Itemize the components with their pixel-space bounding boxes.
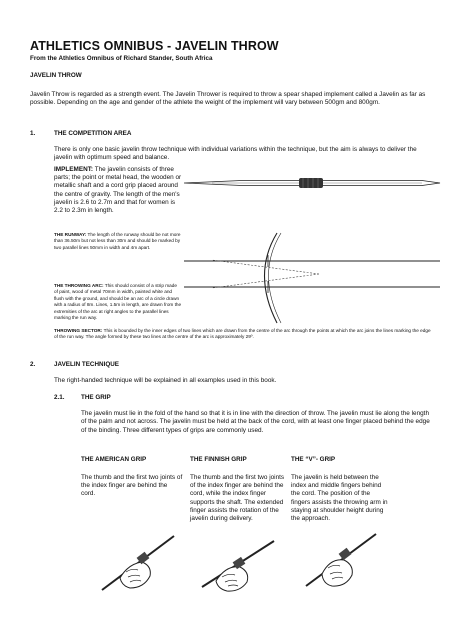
runway-diagram xyxy=(182,225,442,330)
section-1-number: 1. xyxy=(30,130,36,137)
american-grip-text: The thumb and the first two joints of the index finger are behind the cord. xyxy=(81,474,183,498)
finnish-grip-heading: THE FINNISH GRIP xyxy=(190,456,247,463)
v-grip-illustration xyxy=(300,530,380,592)
finnish-grip-text: The thumb and the first two joints of the index finger are behind the cord, while the index finger supports the shaft. The extended finger assists the rotation of the javelin during delivery. xyxy=(190,474,285,523)
american-grip-illustration xyxy=(98,532,178,594)
section-heading: JAVELIN THROW xyxy=(30,72,82,79)
throwing-arc-paragraph xyxy=(54,283,182,321)
throwing-sector-text: This is bounded by the inner edges of two lines which are drawn from the centre of the arc through the points at which the arc joins the lines marking the edge of the run way. The angle formed by these two lines at the centre of the arc is approximately 29º. xyxy=(54,328,431,340)
v-grip-text: The javelin is held between the index and middle fingers behind the cord. The position of the fingers assists the throwing arm in staying at shoulder height during the approach. xyxy=(291,474,388,523)
implement-text: The javelin consists of three parts; the point or metal head, the wooden or metallic shaft and a cord grip placed around the centre of gravity. The length of the men's javelin is 2.6 to 2.7m and that for women is 2.2 to 2.3m in length. xyxy=(54,166,182,215)
v-grip-heading: THE “V”- GRIP xyxy=(291,456,336,463)
subsection-number: 2.1. xyxy=(54,394,65,401)
throwing-sector-label: THROWING SECTOR: xyxy=(54,328,103,333)
section-1-title: THE COMPETITION AREA xyxy=(54,130,132,137)
section-2-title: JAVELIN TECHNIQUE xyxy=(54,361,119,368)
implement-paragraph xyxy=(54,166,182,215)
runway-paragraph xyxy=(54,232,182,251)
intro-paragraph: Javelin Throw is regarded as a strength event. The Javelin Thrower is required to throw a spear shaped implement called a Javelin as far as possible. Depending on the age and gender of the athlete the weight of the implement will vary between 500gm and 800gm. xyxy=(30,91,426,107)
technique-paragraph: The right-handed technique will be explained in all examples used in this book. xyxy=(54,377,277,384)
finnish-grip-illustration xyxy=(198,535,278,597)
page-title: ATHLETICS OMNIBUS - JAVELIN THROW xyxy=(30,39,279,53)
page-subtitle: From the Athletics Omnibus of Richard Stander, South Africa xyxy=(30,55,213,62)
runway-label: THE RUNWAY: xyxy=(54,232,87,237)
javelin-illustration xyxy=(182,165,442,200)
grip-paragraph: The javelin must lie in the fold of the hand so that it is in line with the direction of throw. The javelin must lie along the length of the palm and not across. The javelin must be held at the back of the cord, with at least one finger placed behind the edge of the binding. Three different types of grips are commonly used. xyxy=(81,410,430,434)
runway-text: The length of the runway should be not more than 36.50m but not less than 30m and should be marked by two parallel lines 50mm in width and 4m apart. xyxy=(54,232,181,250)
section-2-number: 2. xyxy=(30,361,36,368)
throwing-arc-text: This should consist of a strip made of paint, wood of metal 70mm in width, painted white and flush with the ground, and should be an arc of a circle drawn with a radius of 8m. Lines, 1.5m in length, are drawn from the extremities of the arc at right angles to the parallel lines marking the run way. xyxy=(54,283,182,321)
subsection-title: THE GRIP xyxy=(81,394,111,401)
implement-label: IMPLEMENT: xyxy=(54,166,94,173)
throwing-sector-paragraph xyxy=(54,328,432,341)
american-grip-heading: THE AMERICAN GRIP xyxy=(81,456,147,463)
competition-area-paragraph: There is only one basic javelin throw technique with individual variations within the technique, but the aim is always to deliver the javelin with optimum speed and balance. xyxy=(54,146,417,162)
throwing-arc-label: THE THROWING ARC: xyxy=(54,283,104,288)
